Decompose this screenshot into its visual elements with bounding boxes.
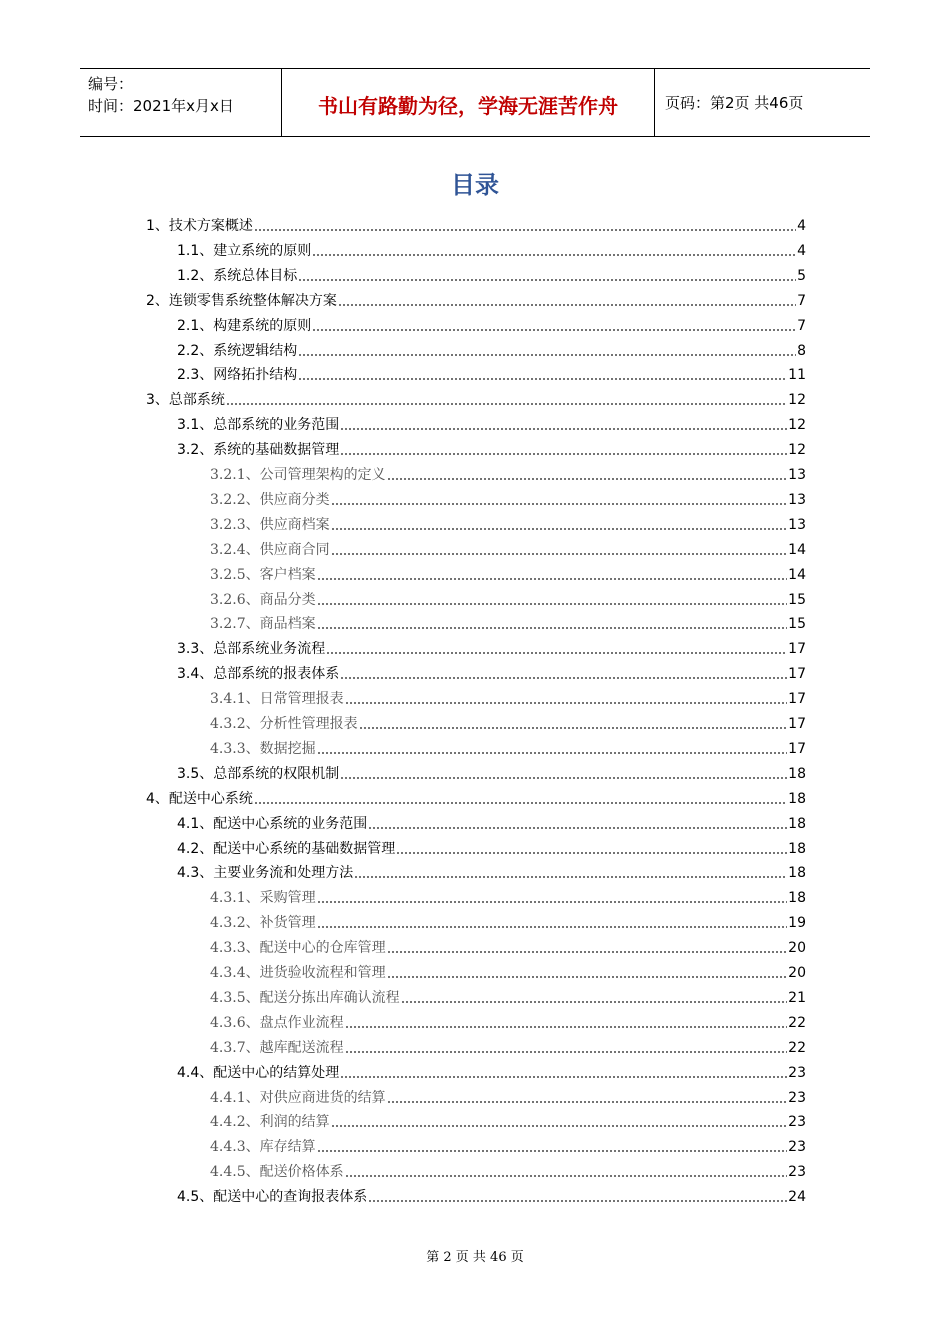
page-header	[80, 68, 870, 137]
toc-dot-leader	[331, 528, 788, 530]
toc-entry-title: 4.3.2、分析性管理报表	[210, 716, 358, 732]
toc-entry-title: 4.3.7、越库配送流程	[210, 1039, 344, 1056]
toc-dot-leader	[354, 876, 787, 878]
toc-entry-title: 3.2.5、客户档案	[210, 566, 316, 583]
toc-entry-title: 4.5、配送中心的查询报表体系	[177, 1189, 368, 1206]
toc-entry-title: 2.3、网络拓扑结构	[177, 367, 298, 384]
toc-dot-leader	[317, 1150, 788, 1152]
toc-dot-leader	[345, 1175, 788, 1177]
toc-dot-leader	[368, 827, 787, 829]
toc-entry-page-number: 13	[788, 516, 806, 533]
toc-dot-leader	[317, 752, 788, 754]
toc-entry-page-number: 12	[788, 392, 806, 409]
toc-entry[interactable]	[177, 337, 806, 361]
toc-entry-title: 4.3.3、配送中心的仓库管理	[210, 940, 386, 957]
toc-entry-title: 3.3、总部系统业务流程	[177, 641, 326, 658]
toc-entry[interactable]	[177, 660, 806, 684]
toc-entry-page-number: 12	[788, 417, 806, 434]
toc-entry-title: 4.3.4、进货验收流程和管理	[210, 965, 386, 981]
toc-entry[interactable]	[210, 1009, 806, 1033]
toc-dot-leader	[345, 1051, 788, 1053]
toc-entry-title: 4.4.2、利润的结算	[210, 1114, 330, 1131]
toc-entry-page-number: 18	[788, 840, 806, 857]
toc-entry[interactable]	[210, 486, 806, 510]
toc-entry-title: 4.3.5、配送分拣出库确认流程	[210, 989, 400, 1006]
header-meta	[80, 69, 282, 136]
toc-entry-title: 4、配送中心系统	[146, 790, 253, 807]
toc-dot-leader	[387, 976, 788, 978]
toc-entry-page-number: 13	[788, 491, 806, 508]
toc-entry[interactable]	[177, 1059, 806, 1083]
toc-entry-title: 4.4.1、对供应商进货的结算	[210, 1089, 386, 1106]
toc-entry[interactable]	[146, 212, 806, 236]
toc-entry-page-number: 11	[788, 367, 806, 384]
toc-entry[interactable]	[146, 785, 806, 809]
toc-dot-leader	[298, 378, 787, 380]
toc-entry[interactable]	[210, 1133, 806, 1157]
toc-entry[interactable]	[210, 610, 806, 634]
toc-dot-leader	[312, 254, 796, 256]
toc-entry-title: 3.2.6、商品分类	[210, 591, 316, 608]
toc-entry[interactable]	[210, 1034, 806, 1058]
toc-entry-page-number: 20	[788, 940, 806, 957]
header-motto: 书山有路勤为径，学海无涯苦作舟	[282, 69, 655, 136]
toc-entry-title: 4.1、配送中心系统的业务范围	[177, 815, 368, 832]
toc-entry-page-number: 23	[788, 1064, 806, 1081]
toc-entry-page-number: 15	[788, 616, 806, 633]
toc-entry-title: 4.3.2、补货管理	[210, 915, 316, 932]
toc-entry-title: 1、技术方案概述	[146, 218, 253, 234]
toc-entry[interactable]	[210, 461, 806, 485]
toc-dot-leader	[312, 329, 796, 331]
toc-dot-leader	[340, 1076, 787, 1078]
toc-entry[interactable]	[210, 1158, 806, 1182]
toc-entry-page-number: 17	[788, 740, 806, 757]
toc-entry-page-number: 24	[788, 1189, 806, 1206]
toc-dot-leader	[345, 1026, 788, 1028]
toc-entry-page-number: 17	[788, 641, 806, 658]
toc-dot-leader	[331, 1125, 788, 1127]
toc-entry[interactable]	[177, 312, 806, 336]
toc-entry-title: 3.2.7、商品档案	[210, 616, 316, 633]
toc-entry-page-number: 18	[788, 815, 806, 832]
toc-entry-page-number: 18	[788, 765, 806, 782]
toc-entry[interactable]	[177, 361, 806, 385]
toc-entry[interactable]	[210, 710, 806, 734]
toc-entry-title: 4.2、配送中心系统的基础数据管理	[177, 840, 396, 857]
toc-entry[interactable]	[146, 386, 806, 410]
toc-dot-leader	[317, 603, 788, 605]
toc-entry-page-number: 23	[788, 1114, 806, 1131]
toc-entry-page-number: 23	[788, 1089, 806, 1106]
toc-entry-page-number: 8	[797, 342, 806, 359]
toc-entry[interactable]	[210, 884, 806, 908]
toc-entry[interactable]	[177, 760, 806, 784]
toc-entry-page-number: 18	[788, 865, 806, 882]
toc-entry-page-number: 17	[788, 691, 806, 708]
toc-entry[interactable]	[210, 735, 806, 759]
toc-entry[interactable]	[210, 984, 806, 1008]
toc-entry-page-number: 18	[788, 790, 806, 807]
toc-entry-page-number: 13	[788, 467, 806, 483]
toc-dot-leader	[226, 403, 787, 405]
toc-dot-leader	[317, 627, 788, 629]
toc-entry-title: 2.2、系统逻辑结构	[177, 342, 298, 359]
toc-entry-title: 4.3.6、盘点作业流程	[210, 1014, 344, 1031]
toc-entry[interactable]	[177, 411, 806, 435]
toc-entry-page-number: 23	[788, 1139, 806, 1156]
toc-entry[interactable]	[177, 436, 806, 460]
page-footer: 第 2 页 共 46 页	[426, 1250, 524, 1265]
toc-dot-leader	[387, 1101, 788, 1103]
toc-dot-leader	[387, 478, 788, 480]
toc-entry-page-number: 14	[788, 541, 806, 558]
toc-entry-page-number: 14	[788, 566, 806, 583]
toc-entry-page-number: 4	[797, 218, 806, 234]
document-date-label: 时间：2021年x月x日	[88, 97, 234, 115]
toc-entry-title: 1.1、建立系统的原则	[177, 242, 312, 259]
toc-dot-leader	[401, 1001, 788, 1003]
toc-dot-leader	[340, 777, 787, 779]
toc-entry[interactable]	[177, 810, 806, 834]
toc-entry-title: 3.4、总部系统的报表体系	[177, 666, 340, 683]
toc-entry-title: 1.2、系统总体目标	[177, 267, 298, 284]
toc-entry-title: 3、总部系统	[146, 392, 225, 409]
toc-entry[interactable]	[177, 237, 806, 261]
toc-entry-title: 3.1、总部系统的业务范围	[177, 417, 340, 434]
toc-entry-title: 4.3.1、采购管理	[210, 890, 316, 907]
toc-dot-leader	[317, 926, 788, 928]
toc-entry[interactable]	[177, 1183, 806, 1207]
toc-dot-leader	[387, 951, 788, 953]
toc-dot-leader	[331, 503, 788, 505]
toc-entry-title: 2、连锁零售系统整体解决方案	[146, 292, 337, 309]
toc-dot-leader	[368, 1200, 787, 1202]
toc-entry-title: 4.3、主要业务流和处理方法	[177, 865, 354, 882]
toc-dot-leader	[326, 652, 787, 654]
toc-dot-leader	[317, 901, 788, 903]
toc-entry[interactable]	[177, 835, 806, 859]
toc-entry[interactable]	[210, 934, 806, 958]
toc-entry-title: 3.5、总部系统的权限机制	[177, 765, 340, 782]
toc-entry-title: 3.2、系统的基础数据管理	[177, 442, 340, 459]
toc-entry[interactable]	[210, 586, 806, 610]
toc-dot-leader	[340, 453, 787, 455]
toc-entry[interactable]	[177, 859, 806, 883]
toc-entry-page-number: 12	[788, 442, 806, 459]
toc-entry-title: 3.2.1、公司管理架构的定义	[210, 467, 386, 483]
toc-entry-page-number: 20	[788, 965, 806, 981]
toc-entry-page-number: 17	[788, 716, 806, 732]
toc-entry-title: 2.1、构建系统的原则	[177, 317, 312, 334]
toc-entry-page-number: 7	[797, 292, 806, 309]
toc-dot-leader	[345, 702, 788, 704]
toc-entry[interactable]	[177, 635, 806, 659]
toc-entry-page-number: 22	[788, 1039, 806, 1056]
toc-entry[interactable]	[210, 909, 806, 933]
toc-entry[interactable]	[210, 536, 806, 560]
toc-entry-page-number: 17	[788, 666, 806, 683]
toc-dot-leader	[331, 553, 788, 555]
header-page-info: 页码：第2页 共46页	[665, 94, 804, 112]
toc-entry[interactable]	[210, 511, 806, 535]
toc-entry-page-number: 7	[797, 317, 806, 334]
page-title: 目录	[451, 171, 499, 199]
toc-entry-title: 3.4.1、日常管理报表	[210, 691, 344, 708]
toc-entry-page-number: 23	[788, 1164, 806, 1181]
toc-dot-leader	[359, 727, 788, 729]
toc-dot-leader	[298, 279, 796, 281]
toc-entry-page-number: 4	[797, 242, 806, 259]
toc-entry[interactable]	[177, 262, 806, 286]
toc-entry-title: 4.4.5、配送价格体系	[210, 1164, 344, 1181]
toc-entry-title: 4.3.3、数据挖掘	[210, 740, 316, 757]
toc-entry-page-number: 19	[788, 915, 806, 932]
toc-entry-page-number: 5	[797, 267, 806, 284]
toc-dot-leader	[254, 229, 796, 231]
toc-entry-page-number: 21	[788, 989, 806, 1006]
toc-entry-title: 3.2.4、供应商合同	[210, 541, 330, 558]
toc-entry[interactable]	[146, 287, 806, 311]
toc-dot-leader	[340, 428, 787, 430]
toc-dot-leader	[340, 677, 787, 679]
toc-entry-page-number: 15	[788, 591, 806, 608]
toc-entry[interactable]	[210, 1108, 806, 1132]
toc-entry-title: 4.4、配送中心的结算处理	[177, 1064, 340, 1081]
toc-entry-page-number: 22	[788, 1014, 806, 1031]
toc-entry-title: 3.2.2、供应商分类	[210, 491, 330, 508]
toc-entry-title: 3.2.3、供应商档案	[210, 516, 330, 533]
toc-entry-page-number: 18	[788, 890, 806, 907]
toc-dot-leader	[317, 578, 788, 580]
toc-entry-title: 4.4.3、库存结算	[210, 1139, 316, 1156]
toc-dot-leader	[338, 304, 796, 306]
toc-dot-leader	[298, 354, 796, 356]
toc-dot-leader	[254, 802, 787, 804]
document-number-label: 编号：	[88, 75, 134, 93]
toc-entry[interactable]	[210, 1084, 806, 1108]
toc-dot-leader	[396, 852, 787, 854]
toc-entry[interactable]	[210, 959, 806, 983]
toc-entry[interactable]	[210, 685, 806, 709]
toc-entry[interactable]	[210, 561, 806, 585]
